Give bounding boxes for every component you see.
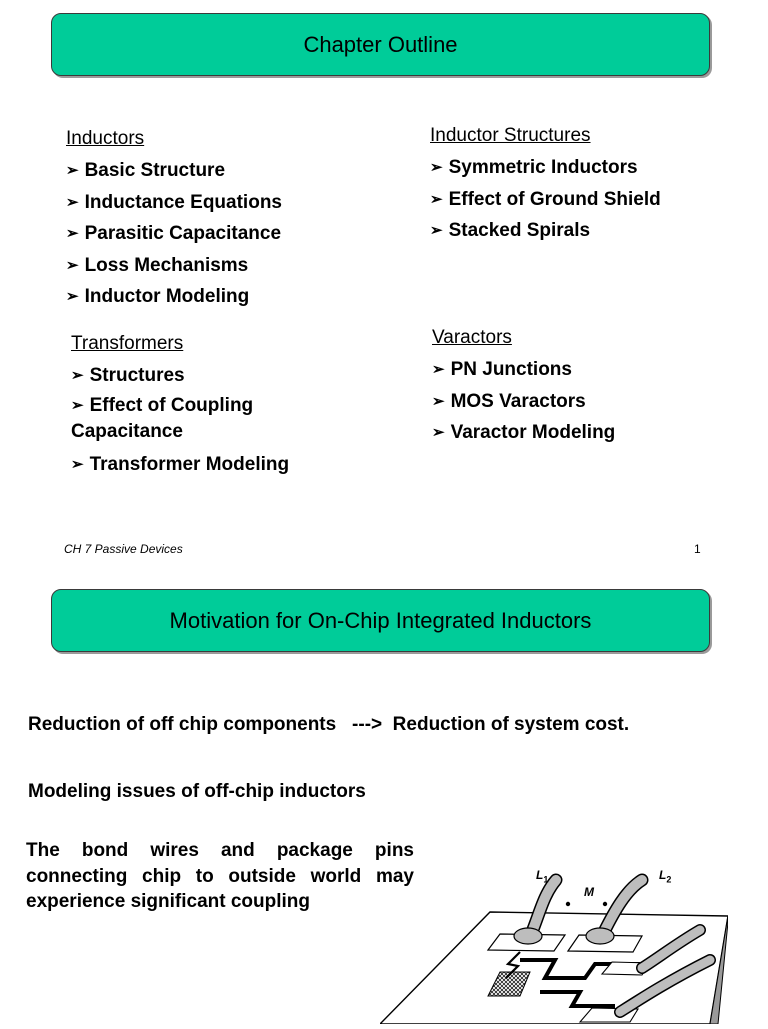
list-item: ➢ Structures <box>71 361 311 393</box>
inductor-structures-section <box>430 123 661 248</box>
page-number: 1 <box>694 542 701 556</box>
slide1-title-banner <box>51 13 710 76</box>
label-m: M <box>584 885 594 899</box>
coupling-paragraph: The bond wires and package pins connecting chip to outside world may experience significant coupling <box>26 840 414 912</box>
list-item: ➢ Stacked Spirals <box>430 216 661 248</box>
arrow-bullet-icon: ➢ <box>66 288 79 305</box>
inductor-structures-heading: Inductor Structures <box>430 125 591 146</box>
label-l2: $L_2$ <box>659 868 672 885</box>
slide-footer-label: CH 7 Passive Devices <box>64 542 183 556</box>
arrow-bullet-icon: ➢ <box>430 222 443 239</box>
list-item: ➢ MOS Varactors <box>432 387 615 419</box>
list-item: ➢ Transformer Modeling <box>71 450 311 482</box>
list-item: ➢ Effect of Coupling Capacitance <box>71 394 254 442</box>
dot-marker <box>603 902 607 906</box>
arrow-bullet-icon: ➢ <box>71 396 84 414</box>
arrow-bullet-icon: ➢ <box>430 159 443 176</box>
list-item: ➢ Symmetric Inductors <box>430 153 661 185</box>
list-item: ➢ Basic Structure <box>66 156 282 188</box>
arrow-bullet-icon: ➢ <box>430 190 443 208</box>
arrow-bullet-icon: ➢ <box>66 193 79 211</box>
transformers-heading: Transformers <box>71 333 184 354</box>
list-item: ➢ PN Junctions <box>432 355 615 387</box>
list-item: ➢ Inductance Equations <box>66 188 282 220</box>
list-item: ➢ Inductor Modeling <box>66 282 282 314</box>
list-item: ➢ Effect of Ground Shield <box>430 185 661 217</box>
list-item: ➢ Parasitic Capacitance <box>66 219 282 251</box>
list-item: ➢ Loss Mechanisms <box>66 251 282 283</box>
varactors-heading: Varactors <box>432 327 512 348</box>
modeling-issues-line: Modeling issues of off-chip inductors <box>28 781 366 802</box>
cost-reduction-line: Reduction of off chip components ---> Reduction of system cost. <box>28 714 630 735</box>
inductors-section <box>66 126 282 314</box>
arrow-bullet-icon: ➢ <box>432 392 445 410</box>
arrow-bullet-icon: ➢ <box>66 162 79 179</box>
slide1-title: Chapter Outline <box>303 31 458 57</box>
slide2-title: Motivation for On-Chip Integrated Inductors <box>169 607 592 633</box>
arrow-bullet-icon: ➢ <box>66 256 79 274</box>
transformers-section <box>71 331 311 481</box>
label-l1: $L_1$ <box>536 868 549 885</box>
package-illustration <box>380 860 728 1024</box>
arrow-bullet-icon: ➢ <box>71 367 84 384</box>
varactors-section <box>432 325 615 450</box>
list-item: ➢ Varactor Modeling <box>432 418 615 450</box>
inductors-heading: Inductors <box>66 128 145 149</box>
arrow-bullet-icon: ➢ <box>66 225 79 242</box>
slide2-title-banner <box>51 589 710 652</box>
dot-marker <box>566 902 570 906</box>
bond-wire-figure <box>380 860 728 1024</box>
arrow-bullet-icon: ➢ <box>432 424 445 441</box>
arrow-bullet-icon: ➢ <box>432 361 445 378</box>
circuit-board <box>380 912 728 1024</box>
arrow-bullet-icon: ➢ <box>71 455 84 473</box>
